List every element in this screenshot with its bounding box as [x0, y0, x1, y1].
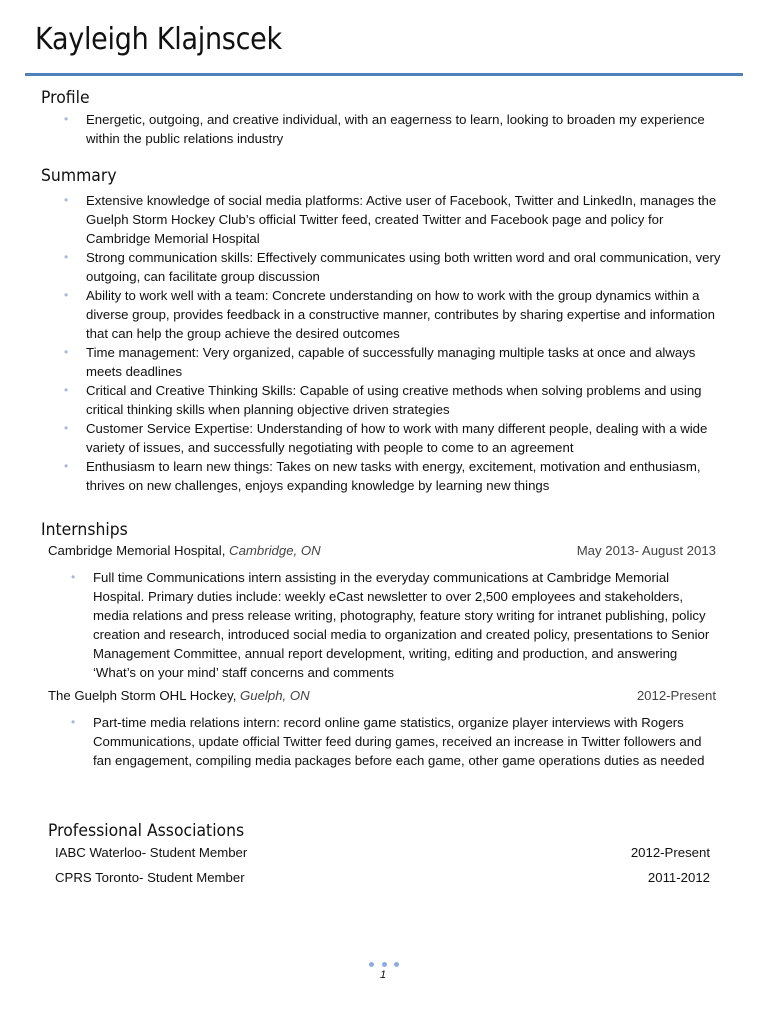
- association-dates: 2012-Present: [630, 845, 710, 860]
- list-item: • Energetic, outgoing, and creative individual, with an eagerness to learn, looking to broaden my experience within the public relations industry: [64, 112, 705, 146]
- internship-duties-guelph: [71, 713, 721, 770]
- internship-location: Cambridge, ON: [229, 543, 321, 558]
- internship-dates: 2012-Present: [636, 688, 716, 703]
- internship-org: Cambridge Memorial Hospital,: [48, 543, 226, 558]
- applicant-name: Kayleigh Klajnscek: [35, 22, 282, 57]
- bullet-icon: •: [64, 193, 69, 207]
- internship-title-guelph: [48, 688, 310, 703]
- association-name: IABC Waterloo- Student Member: [55, 845, 248, 860]
- bullet-icon: •: [64, 383, 69, 397]
- associations-heading: Professional Associations: [48, 821, 245, 841]
- bullet-icon: •: [71, 570, 76, 584]
- header-rule: [25, 73, 743, 76]
- list-item: • Extensive knowledge of social media platforms: Active user of Facebook, Twitter and LinkedIn, manages the Guelph Storm Hockey Club’s official Twitter feed, created Twitter and Facebook page and policy for Cambridge Memorial Hospital: [64, 193, 717, 246]
- bullet-icon: •: [64, 421, 69, 435]
- list-item: • Critical and Creative Thinking Skills: Capable of using creative methods when solving problems and using critical thinking skills when planning objective driven strategies: [64, 383, 702, 417]
- internship-location: Guelph, ON: [240, 688, 310, 703]
- profile-list: [64, 110, 726, 148]
- internship-title-cmh: [48, 543, 321, 558]
- bullet-icon: •: [71, 715, 76, 729]
- profile-heading: Profile: [41, 88, 90, 108]
- bullet-icon: •: [64, 288, 69, 302]
- bullet-icon: •: [64, 345, 69, 359]
- association-name: CPRS Toronto- Student Member: [55, 870, 245, 885]
- list-item: • Ability to work well with a team: Concrete understanding on how to work with the group dynamics within a diverse group, provides feedback in a constructive manner, contributes by sharing expertise and information that can help the group achieve the desired outcomes: [64, 288, 715, 341]
- summary-list: [64, 191, 728, 495]
- bullet-icon: •: [64, 459, 69, 473]
- internships-heading: Internships: [41, 520, 128, 540]
- internship-org: The Guelph Storm OHL Hockey,: [48, 688, 237, 703]
- summary-heading: Summary: [41, 166, 117, 186]
- list-item: • Enthusiasm to learn new things: Takes on new tasks with energy, excitement, motivation and enthusiasm, thrives on new challenges, enjoys expanding knowledge by learning new things: [64, 459, 701, 493]
- list-item: • Customer Service Expertise: Understanding of how to work with many different people, dealing with a wide variety of issues, and successfully negotiating with people to come to an agreement: [64, 421, 708, 455]
- page-number: 1: [379, 969, 387, 981]
- association-dates: 2011-2012: [647, 870, 710, 885]
- footer-dots-icon: [369, 960, 399, 968]
- bullet-icon: •: [64, 112, 69, 126]
- list-item: • Strong communication skills: Effectively communicates using both written word and oral communication, very outgoing, can facilitate group discussion: [64, 250, 721, 284]
- list-item: • Full time Communications intern assisting in the everyday communications at Cambridge Memorial Hospital. Primary duties include: weekly eCast newsletter to over 2,500 employees and stakeholders, media relations and press release writing, photography, feature story writing for intranet publishing, policy creation and research, introduced social media to organization and created policy, presentations to Senior Management Committee, annual report development, writing, editing and production, and answering ‘What’s on your mind’ staff concerns and comments: [71, 570, 710, 680]
- list-item: • Time management: Very organized, capable of successfully managing multiple tasks at once and always meets deadlines: [64, 345, 696, 379]
- internship-duties-cmh: [71, 568, 721, 682]
- bullet-icon: •: [64, 250, 69, 264]
- list-item: • Part-time media relations intern: record online game statistics, organize player interviews with Rogers Communications, update official Twitter feed during games, received an increase in Twitter followers and fan engagement, compiling media packages before each game, other game operations duties as needed: [71, 715, 705, 768]
- internship-dates: May 2013- August 2013: [576, 543, 716, 558]
